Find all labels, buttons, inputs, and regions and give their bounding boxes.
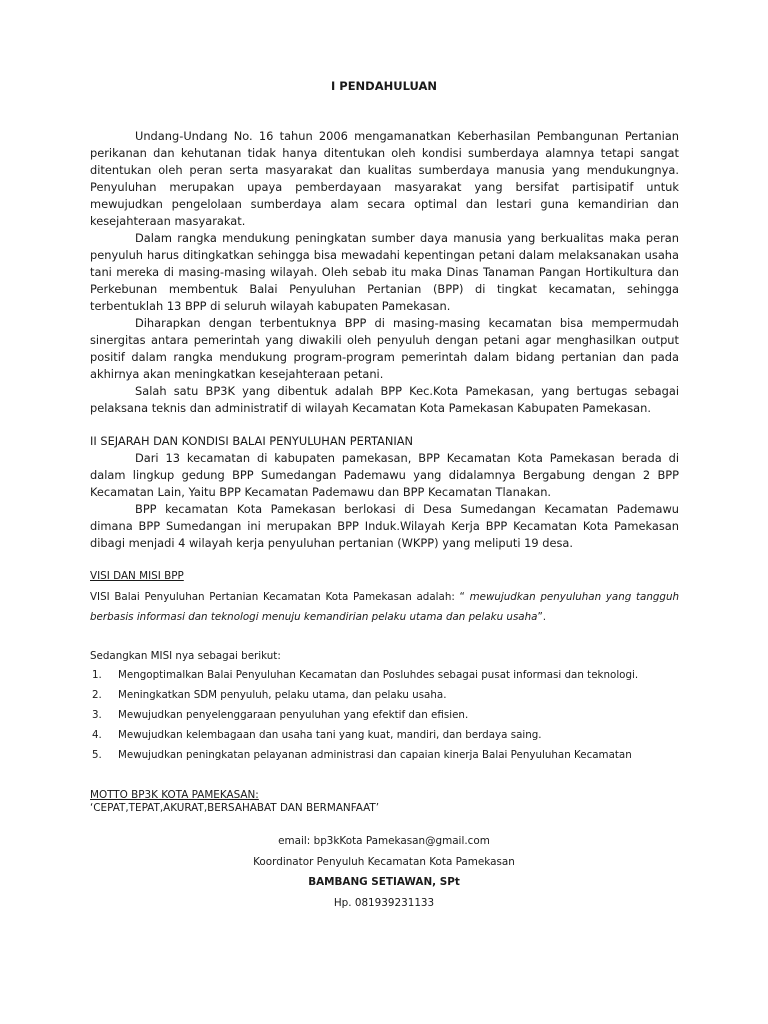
- pendahuluan-paragraph-3: Diharapkan dengan terbentuknya BPP di masing-masing kecamatan bisa mempermudah sinergitas antara pemerintah yang diwakili oleh penyuluh dengan petani agar menghasilkan output positif dalam rangka mendukung program-program pemerintah dalam bidang pertanian dan pada akhirnya akan meningkatkan kesejahteraan petani.: [90, 316, 679, 381]
- list-item: [90, 727, 690, 747]
- list-item-number: 3.: [92, 709, 102, 721]
- coordinator-name: BAMBANG SETIAWAN, SPt: [308, 876, 460, 888]
- visi-prefix: VISI Balai Penyuluhan Pertanian Kecamatan Kota Pamekasan adalah: “: [90, 591, 465, 603]
- list-item-number: 2.: [92, 689, 102, 701]
- contact-email: email: bp3kKota Pamekasan@gmail.com: [278, 835, 490, 847]
- page-title: I PENDAHULUAN: [330, 79, 438, 93]
- list-item: [90, 667, 690, 687]
- pendahuluan-paragraph-4: Salah satu BP3K yang dibentuk adalah BPP Kec.Kota Pamekasan, yang bertugas sebagai pelaksana teknis dan administratif di wilayah Kecamatan Kota Pamekasan Kabupaten Pamekasan.: [90, 384, 679, 415]
- misi-intro: Sedangkan MISI nya sebagai berikut:: [90, 650, 281, 662]
- list-item-text: Mewujudkan peningkatan pelayanan administrasi dan capaian kinerja Balai Penyuluhan Kecamatan: [118, 749, 632, 761]
- sejarah-paragraph-2: BPP kecamatan Kota Pamekasan berlokasi di Desa Sumedangan Kecamatan Pademawu dimana BPP Sumedangan ini merupakan BPP Induk.Wilayah Kerja BPP Kecamatan Kota Pamekasan dibagi menjadi 4 wilayah kerja penyuluhan pertanian (WKPP) yang meliputi 19 desa.: [90, 502, 679, 550]
- list-item-text: Mewujudkan penyelenggaraan penyuluhan yang efektif dan efisien.: [118, 709, 469, 721]
- list-item-number: 1.: [92, 669, 102, 681]
- list-item-text: Mewujudkan kelembagaan dan usaha tani yang kuat, mandiri, dan berdaya saing.: [118, 729, 542, 741]
- motto-text: ‘CEPAT,TEPAT,AKURAT,BERSAHABAT DAN BERMANFAAT’: [90, 802, 380, 814]
- visi-statement: mewujudkan penyuluhan yang tangguh berbasis informasi dan teknologi menuju kemandirian pelaku utama dan pelaku usaha: [90, 591, 680, 623]
- list-item-number: 5.: [92, 749, 102, 761]
- coordinator-role: Koordinator Penyuluh Kecamatan Kota Pamekasan: [253, 856, 515, 868]
- motto-heading: MOTTO BP3K KOTA PAMEKASAN:: [90, 789, 259, 801]
- sejarah-paragraph-1: Dari 13 kecamatan di kabupaten pamekasan, BPP Kecamatan Kota Pamekasan berada di dalam lingkup gedung BPP Sumedangan Pademawu yang didalamnya Bergabung dengan 2 BPP Kecamatan Lain, Yaitu BPP Kecamatan Pademawu dan BPP Kecamatan Tlanakan.: [90, 451, 679, 499]
- sejarah-heading: II SEJARAH DAN KONDISI BALAI PENYULUHAN PERTANIAN: [90, 434, 414, 448]
- visi-paragraph: [90, 587, 679, 627]
- list-item-text: Mengoptimalkan Balai Penyuluhan Kecamatan dan Posluhdes sebagai pusat informasi dan teknologi.: [118, 669, 639, 681]
- visi-suffix: ”.: [537, 611, 547, 623]
- contact-phone: Hp. 081939231133: [333, 897, 435, 909]
- list-item: [90, 747, 690, 767]
- misi-list: [90, 667, 690, 767]
- list-item: [90, 687, 690, 707]
- pendahuluan-paragraph-2: Dalam rangka mendukung peningkatan sumber daya manusia yang berkualitas maka peran penyuluh harus ditingkatkan sehingga bisa mewadahi kepentingan petani dalam melaksanakan usaha tani mereka di masing-masing wilayah. Oleh sebab itu maka Dinas Tanaman Pangan Hortikultura dan Perkebunan membentuk Balai Penyuluhan Pertanian (BPP) di tingkat kecamatan, sehingga terbentuklah 13 BPP di seluruh wilayah kabupaten Pamekasan.: [90, 231, 679, 313]
- visi-misi-heading: VISI DAN MISI BPP: [90, 570, 184, 582]
- list-item-number: 4.: [92, 729, 102, 741]
- list-item-text: Meningkatkan SDM penyuluh, pelaku utama, dan pelaku usaha.: [118, 689, 447, 701]
- pendahuluan-paragraph-1: Undang-Undang No. 16 tahun 2006 mengamanatkan Keberhasilan Pembangunan Pertanian perikanan dan kehutanan tidak hanya ditentukan oleh kondisi sumberdaya alamnya tetapi sangat ditentukan oleh peran serta masyarakat dan kualitas sumberdaya manusia yang mendukungnya. Penyuluhan merupakan upaya pemberdayaan masyarakat yang bersifat partisipatif untuk mewujudkan pengelolaan sumberdaya alam secara optimal dan lestari guna kemandirian dan kesejahteraan masyarakat.: [90, 129, 679, 228]
- list-item: [90, 707, 690, 727]
